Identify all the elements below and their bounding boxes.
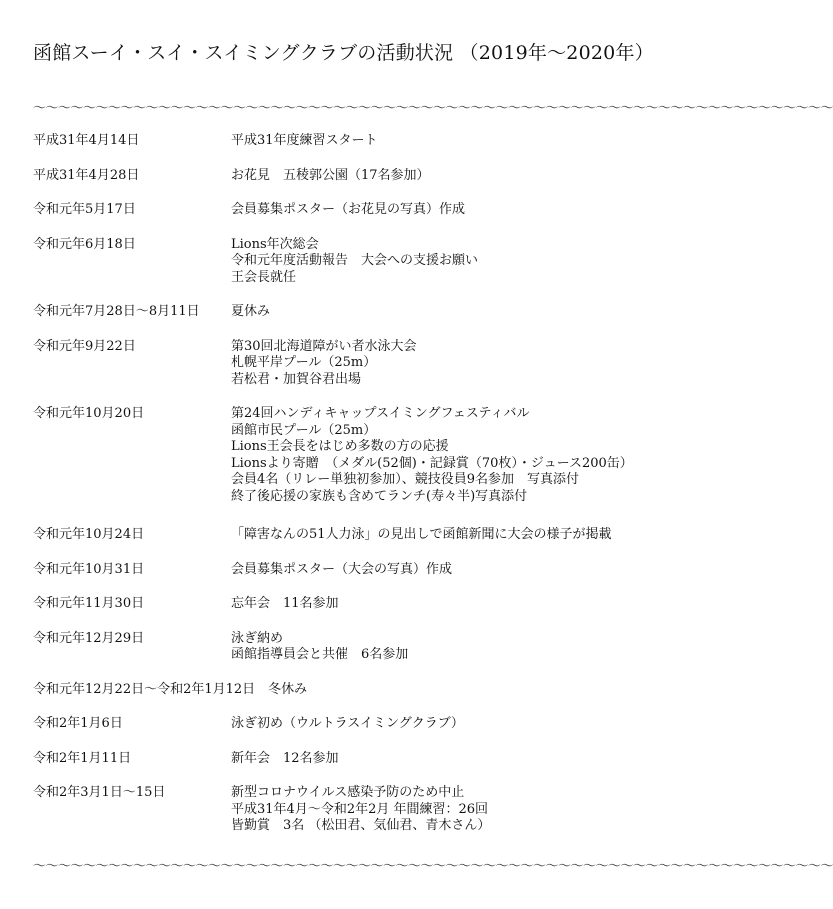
entry-description-line: 札幌平岸プール（25m） bbox=[231, 355, 377, 370]
activity-entry bbox=[33, 237, 733, 287]
activity-entry bbox=[33, 527, 733, 544]
entry-description bbox=[231, 562, 733, 579]
entry-description bbox=[231, 631, 733, 664]
entry-description-line: 忘年会 11名参加 bbox=[231, 596, 339, 611]
activity-entry bbox=[33, 785, 733, 835]
entry-description-line: Lionsより寄贈 （メダル(52個)・記録賞（70枚）・ジュース200缶） bbox=[231, 455, 633, 471]
entry-description-line: 若松君・加賀谷君出場 bbox=[231, 371, 362, 387]
entry-date: 令和2年1月11日 bbox=[33, 750, 132, 766]
entry-date: 令和元年10月20日 bbox=[33, 406, 145, 421]
entry-description-line: 終了後応援の家族も含めてランチ(寿々半)写真添付 bbox=[231, 488, 528, 504]
entry-description-line: 平成31年度練習スタート bbox=[231, 133, 378, 148]
activity-entry bbox=[33, 339, 733, 389]
entry-description-line: Lions年次総会 bbox=[231, 236, 319, 252]
entry-description bbox=[231, 785, 733, 835]
entry-description-line: 第30回北海道障がい者水泳大会 bbox=[231, 338, 417, 354]
entry-description-line: 王会長就任 bbox=[231, 269, 297, 285]
entry-description-line: お花見 五稜郭公園（17名参加） bbox=[231, 167, 430, 183]
entry-description-line: 新型コロナウイルス感染予防のため中止 bbox=[231, 785, 465, 800]
entry-description bbox=[231, 596, 733, 613]
entry-date: 令和元年9月22日 bbox=[33, 338, 136, 354]
entry-date: 平成31年4月14日 bbox=[33, 133, 140, 148]
wave-divider-top: ～～～～～～～～～～～～～～～～～～～～～～～～～～～～～～～～～～～～～～～～～～～～～～～～～～～～～～～～～～～～～～～～ bbox=[33, 101, 833, 116]
entry-date: 令和2年3月1日～15日 bbox=[33, 785, 166, 800]
activity-entry bbox=[33, 406, 733, 505]
entry-date: 令和2年1月6日 bbox=[33, 716, 123, 731]
page-title: 函館スーイ・スイ・スイミングクラブの活動状況 （2019年～2020年） bbox=[33, 42, 654, 64]
entry-description-line: 会員募集ポスター（大会の写真）作成 bbox=[231, 561, 453, 577]
entry-date: 平成31年4月28日 bbox=[33, 167, 140, 183]
activity-entry bbox=[33, 716, 733, 733]
entry-description-line: 泳ぎ初め（ウルトラスイミングクラブ） bbox=[231, 716, 464, 731]
entry-date: 令和元年5月17日 bbox=[33, 202, 136, 217]
activity-entry bbox=[33, 682, 733, 699]
entry-description-line: 会員4名（リレー単独初参加）、競技役員9名参加 写真添付 bbox=[231, 472, 580, 487]
entry-description bbox=[231, 751, 733, 768]
entry-description bbox=[231, 527, 733, 544]
activity-entry bbox=[33, 596, 733, 613]
entry-date: 令和元年6月18日 bbox=[33, 236, 136, 252]
entry-description bbox=[231, 168, 733, 185]
entry-description-line: Lions王会長をはじめ多数の方の応援 bbox=[231, 439, 449, 454]
entry-description bbox=[231, 339, 733, 389]
entry-description-line: 夏休み bbox=[231, 304, 271, 319]
entry-description bbox=[231, 133, 733, 150]
activity-entry bbox=[33, 751, 733, 768]
entry-description-line: 泳ぎ納め bbox=[231, 630, 284, 646]
entry-description-line: 皆勤賞 3名 （松田君、気仙君、青木さん） bbox=[231, 818, 491, 833]
entry-description bbox=[231, 304, 733, 321]
entry-date: 令和元年11月30日 bbox=[33, 596, 145, 611]
entry-description bbox=[231, 716, 733, 733]
activity-entry bbox=[33, 631, 733, 664]
entry-description-line: 函館市民プール（25m） bbox=[231, 422, 377, 438]
entry-description-line: 令和元年度活動報告 大会への支援お願い bbox=[231, 253, 479, 268]
entry-description-line: 会員募集ポスター（お花見の写真）作成 bbox=[231, 202, 466, 217]
entry-description-line: 函館指導員会と共催 6名参加 bbox=[231, 647, 409, 662]
entry-date: 令和元年12月29日 bbox=[33, 630, 145, 646]
entry-description-line: 第24回ハンディキャップスイミングフェスティバル bbox=[231, 406, 530, 421]
wave-divider-bottom: ～～～～～～～～～～～～～～～～～～～～～～～～～～～～～～～～～～～～～～～～～～～～～～～～～～～～～～～～～～～～～～～～ bbox=[33, 859, 833, 874]
entry-date: 令和元年7月28日～8月11日 bbox=[33, 304, 200, 319]
entry-description-line: 平成31年4月～令和2年2月 年間練習：26回 bbox=[231, 801, 489, 817]
activity-list bbox=[33, 133, 733, 835]
entry-description bbox=[231, 406, 733, 505]
entry-description-line: 「障害なんの51人力泳」の見出しで函館新聞に大会の様子が掲載 bbox=[231, 527, 612, 542]
entry-date: 令和元年10月24日 bbox=[33, 527, 145, 542]
activity-entry bbox=[33, 202, 733, 219]
entry-date: 令和元年12月22日～令和2年1月12日 冬休み bbox=[33, 681, 308, 697]
entry-description bbox=[231, 237, 733, 287]
activity-entry bbox=[33, 304, 733, 321]
entry-date: 令和元年10月31日 bbox=[33, 561, 145, 577]
entry-description-line: 新年会 12名参加 bbox=[231, 750, 339, 766]
activity-entry bbox=[33, 168, 733, 185]
entry-description bbox=[231, 202, 733, 219]
activity-entry bbox=[33, 562, 733, 579]
activity-entry bbox=[33, 133, 733, 150]
